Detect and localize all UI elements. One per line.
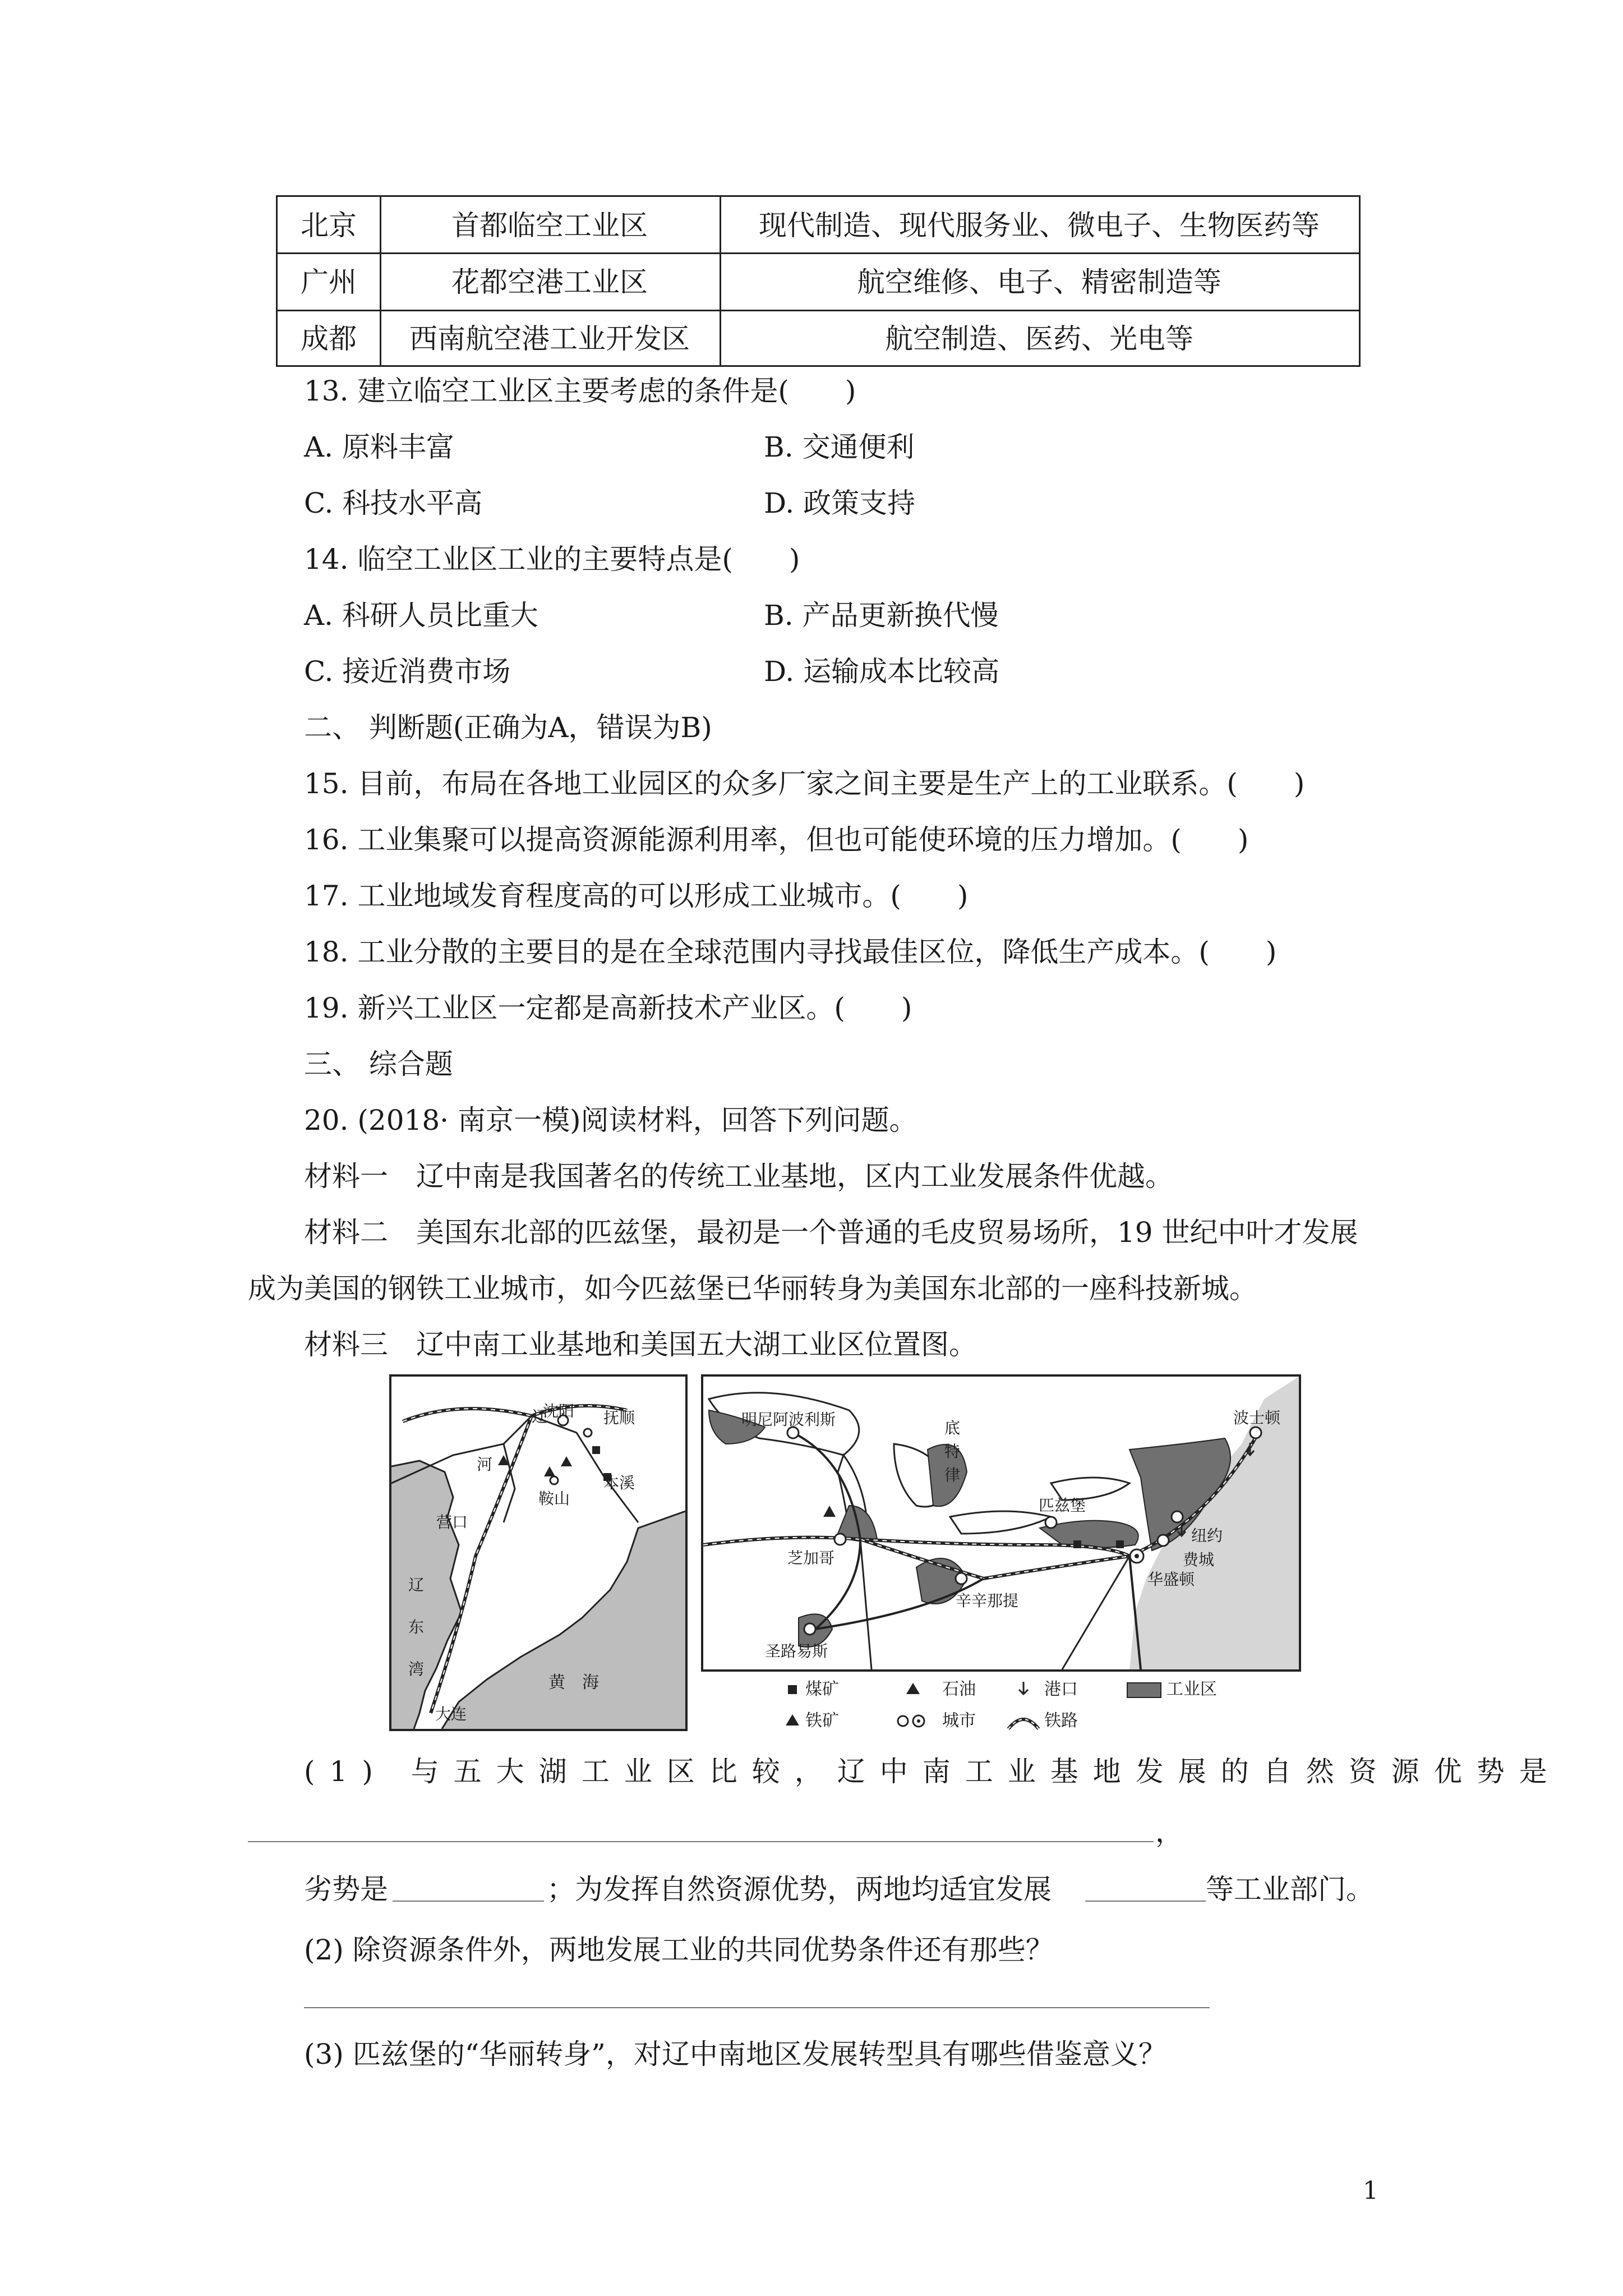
legend-iron: 铁矿	[805, 1711, 839, 1731]
map-label-philadelphia: 费城	[1183, 1550, 1215, 1569]
map-label-cincinnati: 辛辛那提	[956, 1591, 1019, 1610]
map-label-shenyang: 沈阳	[543, 1402, 575, 1420]
map-label-dong: 东	[408, 1618, 425, 1636]
city-icon	[1158, 1535, 1169, 1546]
question-14-stem: 14. 临空工业区工业的主要特点是( )	[304, 543, 800, 576]
sub-question-1-comma: ，	[1155, 1816, 1183, 1848]
lake-erie	[950, 1511, 1051, 1534]
city-icon	[550, 1476, 558, 1484]
city-icon	[584, 1429, 592, 1437]
sub-question-1-line-1: (1) 与五大湖工业区比较，辽中南工业基地发展的自然资源优势是	[304, 1755, 1562, 1788]
iron-mine-icon	[561, 1456, 572, 1466]
railway-icon	[1008, 1719, 1039, 1729]
q14-option-c[interactable]: C. 接近消费市场	[304, 655, 511, 688]
map-label-liao-2: 辽	[408, 1576, 425, 1594]
railway-line	[1062, 1556, 1129, 1669]
legend-city: 城市	[942, 1711, 976, 1731]
question-13-stem: 13. 建立临空工业区主要考虑的条件是( )	[304, 375, 856, 407]
map-label-liao: 辽	[532, 1407, 548, 1426]
map-label-washington: 华盛顿	[1147, 1570, 1195, 1589]
material-3: 材料三 辽中南工业基地和美国五大湖工业区位置图。	[304, 1328, 977, 1361]
q13-option-c[interactable]: C. 科技水平高	[304, 487, 483, 519]
sub-question-3: (3) 匹兹堡的“华丽转身”，对辽中南地区发展转型具有哪些借鉴意义？	[304, 2038, 1166, 2070]
table-cell-city: 成都	[301, 323, 357, 355]
map-label-fushun: 抚顺	[603, 1409, 635, 1427]
map-label-yingkou: 营口	[436, 1513, 468, 1531]
oil-icon	[906, 1683, 920, 1694]
railway-line	[403, 1406, 627, 1421]
legend-industrial: 工业区	[1166, 1680, 1217, 1699]
map-label-benxi: 本溪	[603, 1474, 635, 1492]
industrial-zone-icon	[1127, 1683, 1161, 1697]
material-2-line-1: 材料二 美国东北部的匹兹堡，最初是一个普通的毛皮贸易场所，19 世纪中叶才发展	[304, 1216, 1358, 1249]
city-icon	[834, 1534, 846, 1545]
section-2-heading: 二、 判断题(正确为A，错误为B)	[304, 711, 712, 744]
map-label-minneapolis: 明尼阿波利斯	[741, 1410, 836, 1429]
table-cell-industries: 现代制造、现代服务业、微电子、生物医药等	[759, 209, 1320, 242]
sub-question-1-line-2-a: 劣势是	[304, 1873, 388, 1906]
coal-mine-icon	[592, 1446, 600, 1454]
coal-mine-icon	[1073, 1540, 1081, 1548]
judgment-item: 16. 工业集聚可以提高资源能源利用率，但也可能使环境的压力增加。( )	[304, 823, 1249, 856]
judgment-item: 18. 工业分散的主要目的是在全球范围内寻找最佳区位，降低生产成本。( )	[304, 936, 1277, 968]
port-icon	[1019, 1682, 1028, 1694]
map-legend	[701, 1677, 1301, 1739]
table-cell-city: 广州	[301, 266, 357, 298]
great-lakes-map	[701, 1374, 1301, 1672]
answer-blank-sub-2[interactable]	[304, 2007, 1210, 2008]
liaozhongnan-map-svg	[391, 1377, 685, 1729]
legend-coal: 煤矿	[805, 1680, 839, 1699]
q14-option-b[interactable]: B. 产品更新换代慢	[764, 599, 999, 632]
map-label-pittsburgh: 匹兹堡	[1039, 1496, 1086, 1515]
city-icon	[898, 1716, 908, 1726]
answer-blank-disadvantage[interactable]	[393, 1901, 544, 1902]
map-label-he: 河	[477, 1455, 493, 1474]
city-icon	[1045, 1517, 1057, 1528]
q14-option-a[interactable]: A. 科研人员比重大	[304, 599, 538, 632]
sub-question-2: (2) 除资源条件外，两地发展工业的共同优势条件还有那些？	[304, 1934, 1054, 1966]
table-cell-zone: 花都空港工业区	[451, 266, 648, 298]
map-label-anshan: 鞍山	[538, 1489, 570, 1508]
map-label-wan: 湾	[408, 1660, 425, 1678]
map-label-boston: 波士顿	[1233, 1409, 1281, 1427]
table-cell-zone: 西南航空港工业开发区	[409, 323, 690, 355]
liaozhongnan-map	[389, 1374, 688, 1731]
judgment-item: 15. 目前，布局在各地工业园区的众多厂家之间主要是生产上的工业联系。( )	[304, 767, 1305, 800]
q13-option-d[interactable]: D. 政策支持	[764, 487, 916, 519]
map-label-newyork: 纽约	[1191, 1526, 1223, 1545]
city-icon	[804, 1623, 815, 1635]
sub-question-1-line-2-b: ；为发挥自然资源优势，两地均适宜发展	[547, 1873, 1052, 1906]
judgment-item: 19. 新兴工业区一定都是高新技术产业区。( )	[304, 992, 912, 1024]
q14-option-d[interactable]: D. 运输成本比较高	[764, 655, 1000, 688]
table-cell-city: 北京	[301, 209, 357, 242]
legend-railway: 铁路	[1044, 1711, 1078, 1731]
industrial-zone-table	[276, 195, 1361, 367]
map-label-detroit: 特	[944, 1442, 961, 1461]
iron-mine-icon	[544, 1466, 555, 1476]
section-3-heading: 三、 综合题	[304, 1048, 453, 1080]
city-icon	[956, 1573, 967, 1584]
legend-oil: 石油	[942, 1680, 976, 1699]
material-1: 材料一 辽中南是我国著名的传统工业基地，区内工业发展条件优越。	[304, 1160, 1173, 1193]
coal-mine-icon	[1116, 1540, 1124, 1548]
legend-port: 港口	[1044, 1680, 1078, 1699]
map-label-huanghai: 黄 海	[548, 1673, 599, 1692]
map-label-detroit: 底	[944, 1419, 961, 1437]
q13-option-a[interactable]: A. 原料丰富	[304, 431, 454, 463]
answer-blank-advantage[interactable]	[248, 1841, 1154, 1842]
iron-mine-icon	[786, 1714, 799, 1726]
city-icon	[1172, 1511, 1183, 1522]
question-20-stem: 20. (2018· 南京一模)阅读材料，回答下列问题。	[304, 1104, 917, 1137]
answer-blank-industry[interactable]	[1085, 1901, 1206, 1902]
table-cell-industries: 航空维修、电子、精密制造等	[857, 266, 1221, 298]
yellow-sea	[442, 1511, 685, 1729]
city-dot	[917, 1719, 920, 1723]
judgment-item: 17. 工业地域发育程度高的可以形成工业城市。( )	[304, 880, 969, 912]
sub-question-1-line-2-c: 等工业部门。	[1206, 1873, 1374, 1906]
railway-line	[860, 1539, 872, 1669]
capital-city-dot	[1135, 1554, 1139, 1558]
iron-mine-icon	[823, 1506, 836, 1517]
map-label-dalian: 大连	[435, 1705, 467, 1723]
table-cell-industries: 航空制造、医药、光电等	[885, 323, 1193, 355]
map-label-stlouis: 圣路易斯	[765, 1642, 828, 1660]
coal-mine-icon	[788, 1685, 797, 1694]
table-cell-zone: 首都临空工业区	[451, 209, 648, 242]
q13-option-b[interactable]: B. 交通便利	[764, 431, 915, 463]
city-icon	[1250, 1427, 1261, 1438]
material-2-line-2: 成为美国的钢铁工业城市，如今匹兹堡已华丽转身为美国东北部的一座科技新城。	[248, 1272, 1257, 1305]
map-label-detroit: 律	[944, 1466, 961, 1484]
page-number: 1	[1363, 2177, 1378, 2205]
map-label-chicago: 芝加哥	[787, 1549, 835, 1567]
